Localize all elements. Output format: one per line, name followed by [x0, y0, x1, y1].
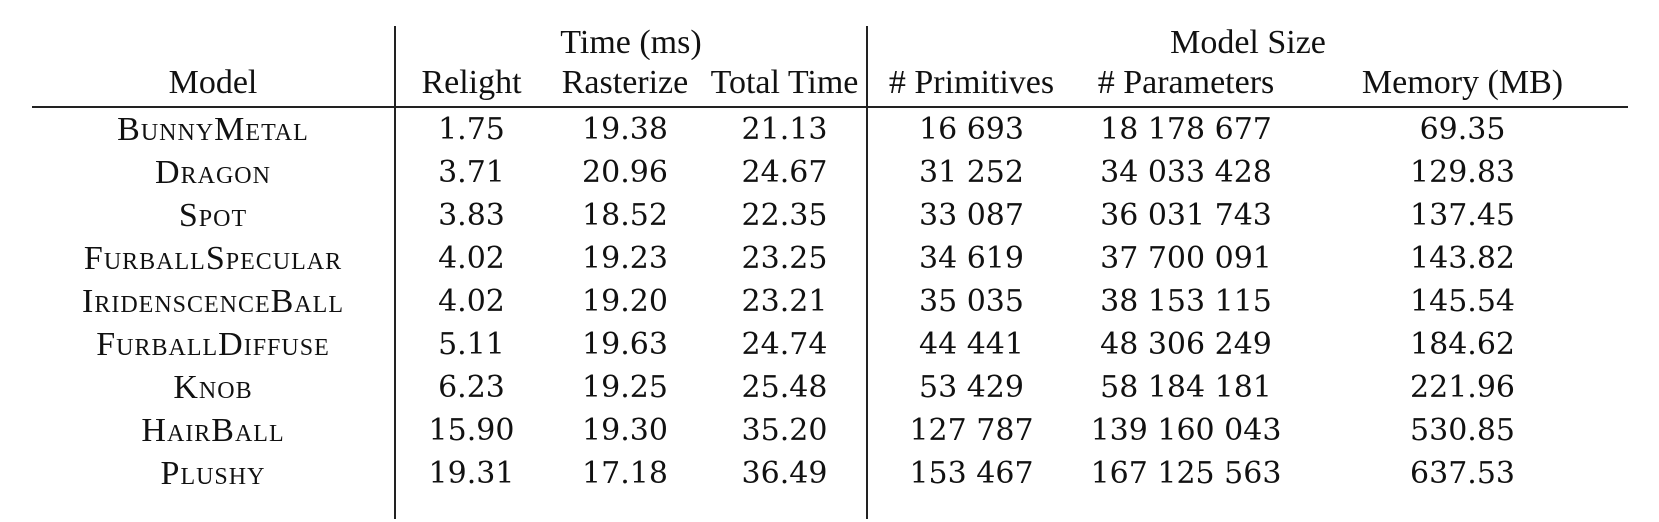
cell-model: IridenscenceBall — [82, 283, 344, 320]
results-table — [32, 26, 1628, 519]
cell-memory: 530.85 — [1410, 413, 1515, 448]
table-row — [32, 237, 1628, 280]
table-row — [32, 151, 1628, 194]
spacer-cell — [1075, 495, 1297, 519]
cell-rasterize: 19.30 — [582, 413, 668, 448]
cell-rasterize: 20.96 — [582, 155, 668, 190]
header-model: Model — [32, 60, 395, 107]
header-relight: Relight — [395, 60, 547, 107]
table-row — [32, 280, 1628, 323]
cell-relight: 15.90 — [395, 409, 547, 452]
spacer-cell — [1297, 495, 1628, 519]
cell-model: FurballDiffuse — [96, 326, 330, 363]
cell-rasterize: 19.25 — [582, 370, 668, 405]
header-rasterize: Rasterize — [547, 60, 703, 107]
group-header-blank — [32, 26, 395, 60]
cell-total-time: 25.48 — [741, 370, 828, 405]
cell-rasterize: 19.38 — [582, 112, 668, 147]
cell-model: BunnyMetal — [117, 111, 309, 148]
table-row — [32, 194, 1628, 237]
cell-total-time: 22.35 — [741, 198, 828, 233]
cell-primitives: 127 787 — [867, 409, 1075, 452]
cell-total-time: 23.25 — [741, 241, 828, 276]
cell-relight: 19.31 — [395, 452, 547, 495]
table-body — [32, 107, 1628, 519]
cell-parameters: 139 160 043 — [1090, 413, 1282, 448]
cell-primitives: 16 693 — [867, 107, 1075, 151]
cell-rasterize: 19.23 — [582, 241, 668, 276]
cell-memory: 145.54 — [1410, 284, 1515, 319]
cell-total-time: 21.13 — [741, 112, 828, 147]
header-total-time: Total Time — [703, 60, 867, 107]
table-row — [32, 323, 1628, 366]
cell-memory: 221.96 — [1410, 370, 1515, 405]
cell-model: FurballSpecular — [83, 240, 343, 277]
cell-primitives: 153 467 — [867, 452, 1075, 495]
spacer-cell — [395, 495, 547, 519]
cell-model: Dragon — [155, 154, 271, 191]
cell-memory: 184.62 — [1410, 327, 1515, 362]
spacer-cell — [547, 495, 703, 519]
cell-memory: 637.53 — [1410, 456, 1515, 491]
cell-relight: 6.23 — [395, 366, 547, 409]
cell-model: HairBall — [141, 412, 285, 449]
header-primitives: # Primitives — [867, 60, 1075, 107]
cell-parameters: 38 153 115 — [1100, 284, 1272, 319]
cell-primitives: 34 619 — [867, 237, 1075, 280]
header-parameters: # Parameters — [1075, 60, 1297, 107]
table-bottom-spacer — [32, 495, 1628, 519]
cell-rasterize: 18.52 — [582, 198, 668, 233]
cell-relight: 4.02 — [395, 280, 547, 323]
spacer-cell — [32, 495, 395, 519]
cell-parameters: 37 700 091 — [1100, 241, 1272, 276]
cell-relight: 4.02 — [395, 237, 547, 280]
cell-relight: 3.71 — [395, 151, 547, 194]
table-row — [32, 366, 1628, 409]
group-header-time: Time (ms) — [395, 26, 867, 60]
group-header-row — [32, 26, 1628, 60]
table-row — [32, 452, 1628, 495]
cell-rasterize: 19.63 — [582, 327, 668, 362]
cell-parameters: 58 184 181 — [1100, 370, 1272, 405]
cell-model: Knob — [173, 369, 253, 406]
group-header-model-size: Model Size — [867, 26, 1628, 60]
cell-primitives: 44 441 — [867, 323, 1075, 366]
cell-total-time: 24.67 — [741, 155, 828, 190]
cell-total-time: 36.49 — [741, 456, 828, 491]
cell-model: Spot — [178, 197, 248, 234]
header-memory: Memory (MB) — [1297, 60, 1628, 107]
cell-primitives: 35 035 — [867, 280, 1075, 323]
cell-primitives: 53 429 — [867, 366, 1075, 409]
cell-rasterize: 17.18 — [582, 456, 668, 491]
cell-relight: 3.83 — [395, 194, 547, 237]
cell-parameters: 36 031 743 — [1100, 198, 1272, 233]
cell-model: Plushy — [160, 455, 266, 492]
cell-total-time: 23.21 — [741, 284, 828, 319]
cell-relight: 1.75 — [395, 107, 547, 151]
cell-primitives: 31 252 — [867, 151, 1075, 194]
spacer-cell — [867, 495, 1075, 519]
spacer-cell — [703, 495, 867, 519]
cell-memory: 129.83 — [1410, 155, 1515, 190]
table-row — [32, 107, 1628, 151]
cell-parameters: 48 306 249 — [1100, 327, 1272, 362]
cell-memory: 143.82 — [1410, 241, 1515, 276]
cell-memory: 137.45 — [1410, 198, 1515, 233]
cell-parameters: 34 033 428 — [1100, 155, 1272, 190]
cell-total-time: 35.20 — [741, 413, 828, 448]
column-header-row — [32, 60, 1628, 107]
cell-primitives: 33 087 — [867, 194, 1075, 237]
cell-memory: 69.35 — [1419, 112, 1506, 147]
table-row — [32, 409, 1628, 452]
cell-rasterize: 19.20 — [582, 284, 668, 319]
cell-total-time: 24.74 — [741, 327, 828, 362]
cell-parameters: 167 125 563 — [1090, 456, 1282, 491]
cell-relight: 5.11 — [395, 323, 547, 366]
cell-parameters: 18 178 677 — [1100, 112, 1272, 147]
